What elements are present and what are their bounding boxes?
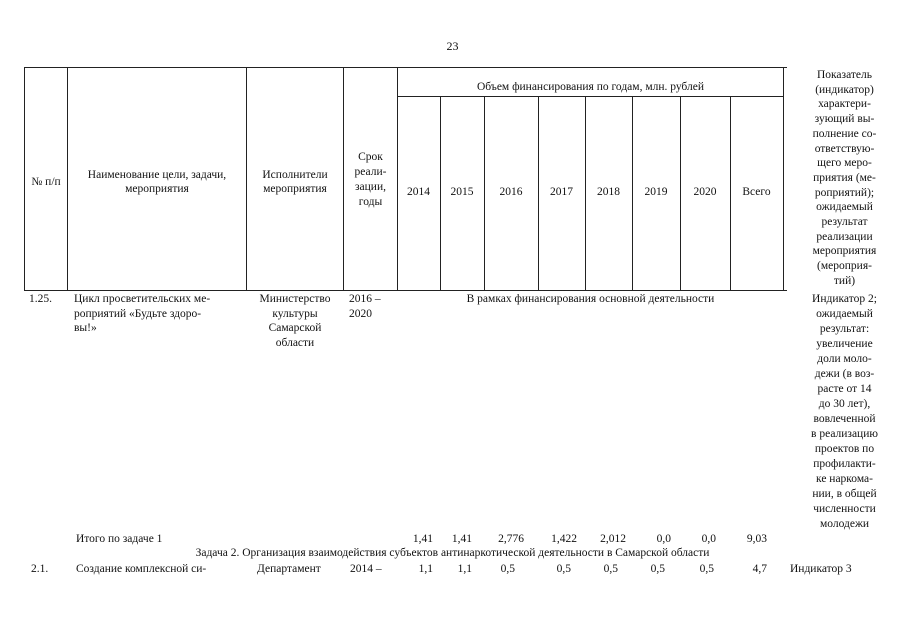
year-2014: 2014 xyxy=(407,186,430,198)
header-term: Срок реали- зации, годы xyxy=(354,151,387,208)
task2-title: Задача 2. Организация взаимодействия субъектов антинаркотической деятельности в Самарской области xyxy=(195,547,710,559)
year-total: Всего xyxy=(742,186,771,198)
total-2014: 1,41 xyxy=(412,533,433,545)
total-2017: 1,422 xyxy=(551,533,577,545)
row-125-num: 1.25. xyxy=(29,293,52,305)
total-task1-label: Итого по задаче 1 xyxy=(76,533,163,545)
row-125-indicator: Индикатор 2; ожидаемый результат: увеличение доли моло- дежи (в воз- расте от 14 до 30 лет), вовлеченной в реализацию проектов по профилакти- ке наркома- нии, в общей численности молодежи xyxy=(811,293,878,530)
total-2019: 0,0 xyxy=(656,533,671,545)
row-21-2016: 0,5 xyxy=(500,563,515,575)
row-21-2019: 0,5 xyxy=(650,563,665,575)
year-2015: 2015 xyxy=(450,186,474,198)
row-21-2014: 1,1 xyxy=(418,563,433,575)
header-name: Наименование цели, задачи, мероприятия xyxy=(87,169,227,195)
row-125-name: Цикл просветительских ме- роприятий «Будьте здоро- вы!» xyxy=(74,293,211,334)
year-2017: 2017 xyxy=(550,186,573,198)
row-21-name: Создание комплексной си- xyxy=(76,563,207,575)
total-2016: 2,776 xyxy=(498,533,524,545)
page-number: 23 xyxy=(446,39,459,53)
row-21-2017: 0,5 xyxy=(556,563,571,575)
row-21-indicator: Индикатор 3 xyxy=(790,563,852,575)
header-num: № п/п xyxy=(31,176,61,188)
header-executors: Исполнители мероприятия xyxy=(262,169,328,195)
total-2015: 1,41 xyxy=(451,533,472,545)
year-2020: 2020 xyxy=(693,186,717,198)
row-21-total: 4,7 xyxy=(752,563,767,575)
row-125-funding-note: В рамках финансирования основной деятельности xyxy=(466,293,715,305)
year-2018: 2018 xyxy=(597,186,620,198)
header-funding: Объем финансирования по годам, млн. рублей xyxy=(477,81,704,93)
header-indicator: Показатель (индикатор) характери- зующий вы- полнение со- ответствую- щего меро- приятия (ме- роприятий); ожидаемый результат реализации мероприятия (мероприя- тий) xyxy=(812,69,877,287)
row-21-executor: Департамент xyxy=(257,563,321,575)
year-2019: 2019 xyxy=(644,186,668,198)
total-2018: 2,012 xyxy=(600,533,626,545)
row-21-num: 2.1. xyxy=(31,563,49,575)
row-21-term: 2014 – xyxy=(350,563,382,575)
row-21-2015: 1,1 xyxy=(457,563,472,575)
year-2016: 2016 xyxy=(499,186,523,198)
total-all: 9,03 xyxy=(746,533,767,545)
row-125-executor: Министерство культуры Самарской области xyxy=(259,293,331,349)
row-21-2018: 0,5 xyxy=(603,563,618,575)
row-21-2020: 0,5 xyxy=(699,563,714,575)
row-125-term: 2016 – 2020 xyxy=(349,293,381,320)
total-2020: 0,0 xyxy=(701,533,716,545)
